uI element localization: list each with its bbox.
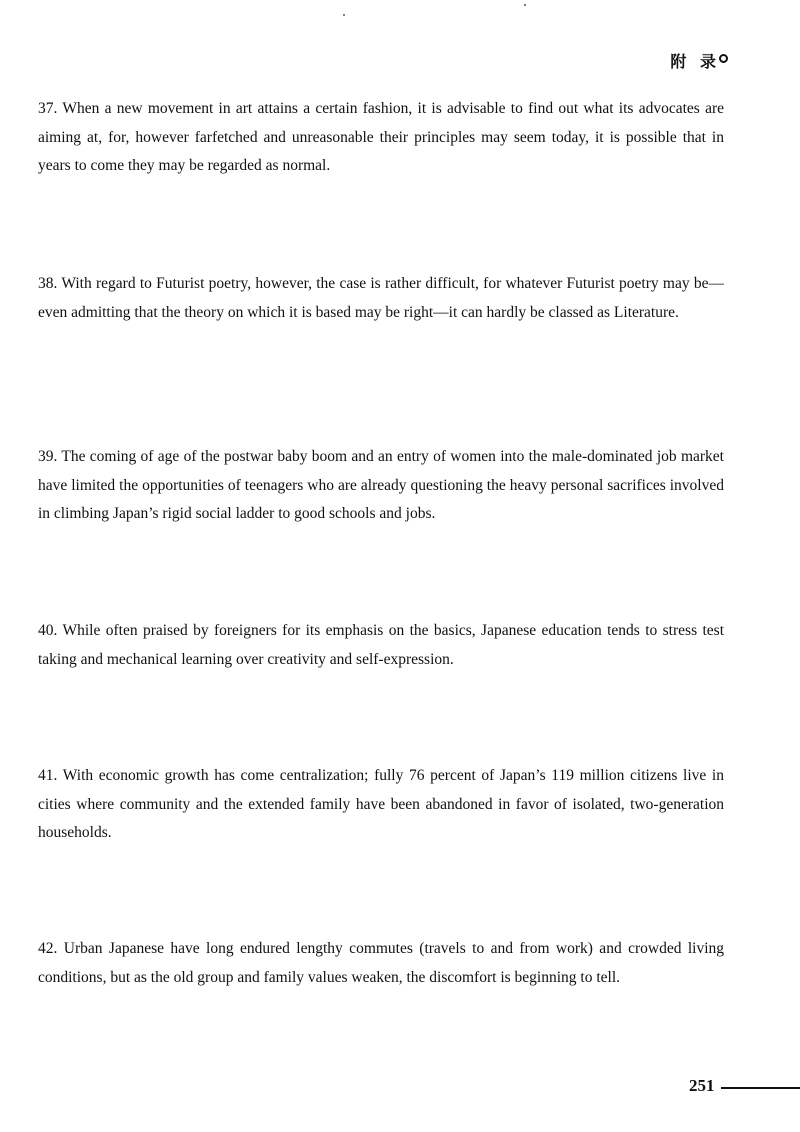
page-number: 251 [689,1076,715,1095]
item-text: With economic growth has come centralization; fully 76 percent of Japan’s 119 million citizens live in cities where community and the extended family have been abandoned in favor of isolated, two-generation households. [38,767,724,841]
circle-icon [719,54,728,63]
item-text: The coming of age of the postwar baby boom and an entry of women into the male-dominated job market have limited the opportunities of teenagers who are already questioning the heavy personal sacrifices involved in climbing Japan’s rigid social ladder to good schools and jobs. [38,448,724,522]
paragraph-38 [38,270,724,327]
item-number: 41. [38,767,58,784]
paragraph-41 [38,762,724,848]
scan-dot [524,4,526,6]
item-text: With regard to Futurist poetry, however, the case is rather difficult, for whatever Futurist poetry may be—even admitting that the theory on which it is based may be right—it can hardly be classed as Literature. [38,275,724,321]
item-number: 40. [38,622,58,639]
footer-rule [721,1087,800,1089]
item-text: While often praised by foreigners for its emphasis on the basics, Japanese education tends to stress test taking and mechanical learning over creativity and self-expression. [38,622,724,668]
scan-dot [343,14,345,16]
item-text: When a new movement in art attains a certain fashion, it is advisable to find out what its advocates are aiming at, for, however farfetched and unreasonable their principles may seem today, it is possible that in years to come they may be regarded as normal. [38,100,724,174]
section-header: 附 录 [670,52,720,71]
item-number: 39. [38,448,58,465]
item-number: 42. [38,940,58,957]
item-number: 38. [38,275,58,292]
paragraph-42 [38,935,724,992]
paragraph-37 [38,95,724,181]
paragraph-39 [38,443,724,529]
item-text: Urban Japanese have long endured lengthy commutes (travels to and from work) and crowded living conditions, but as the old group and family values weaken, the discomfort is beginning to tell. [38,940,725,986]
item-number: 37. [38,100,58,117]
paragraph-40 [38,617,724,674]
